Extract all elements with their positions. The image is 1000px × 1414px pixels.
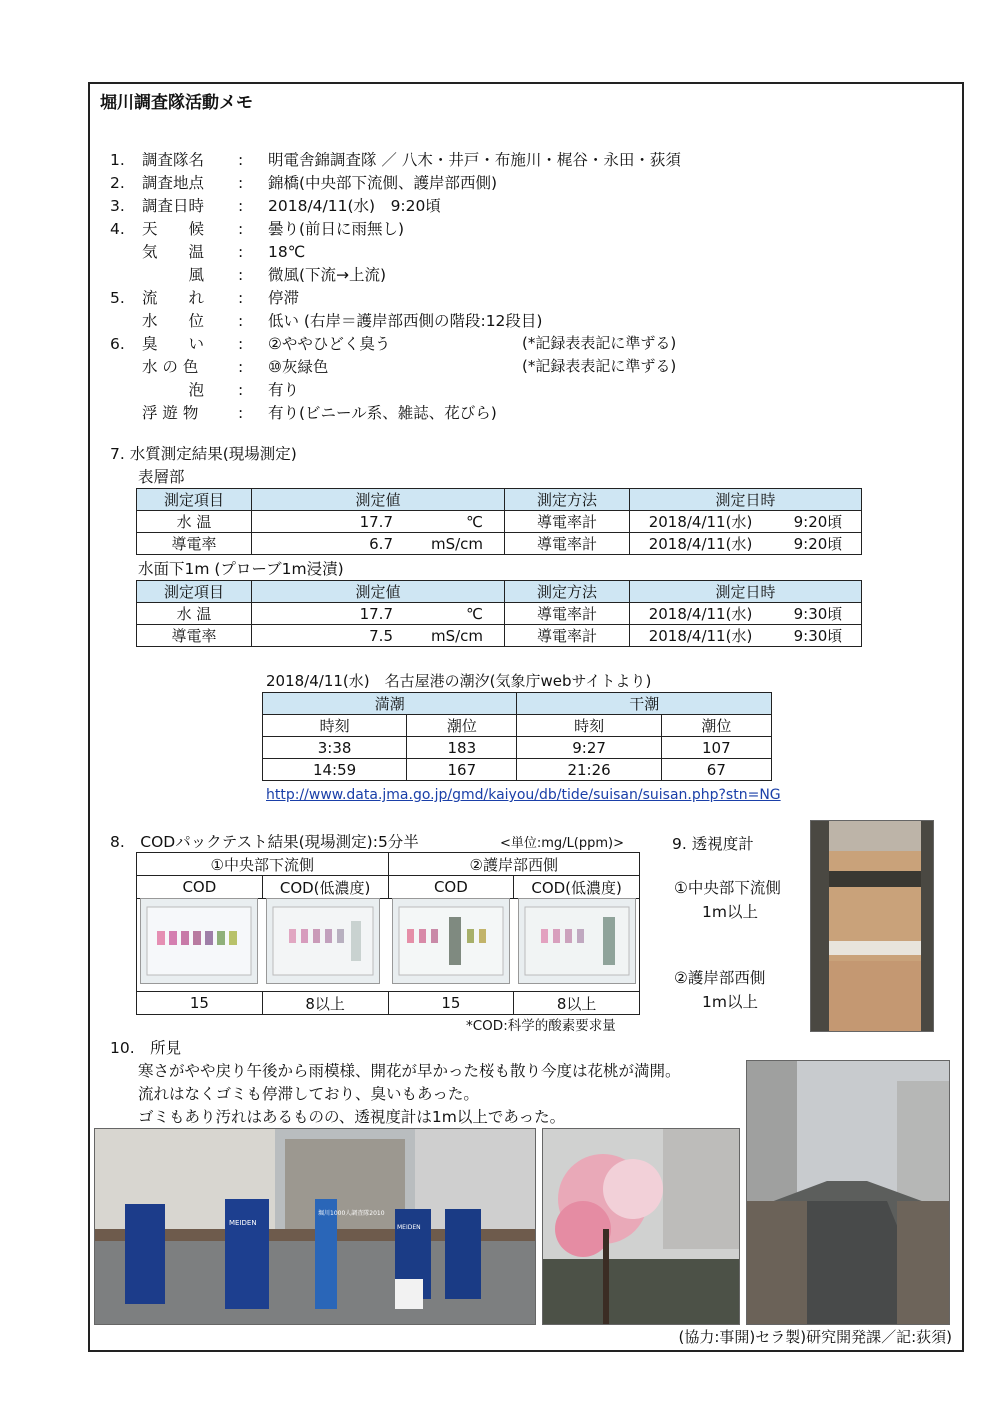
cod-footnote: *COD:科学的酸素要求量: [466, 1018, 616, 1034]
cell-method: 導電率計: [505, 533, 630, 555]
tide-time-header: 時刻: [263, 715, 407, 737]
cell-method: 導電率計: [505, 511, 630, 533]
cell-value: [252, 625, 505, 647]
info-row: [110, 194, 441, 216]
info-label: 気 温: [142, 243, 205, 261]
page-title: 堀川調査隊活動メモ: [100, 93, 253, 113]
cod-site1: ①中央部下流側: [137, 853, 389, 876]
cod-col: COD: [137, 876, 263, 899]
info-label: 泡: [142, 381, 205, 399]
cod-col: COD(低濃度): [262, 876, 388, 899]
time-text: 9:20頃: [793, 535, 843, 553]
cod-test-image: [140, 898, 258, 984]
color-chart-icon: [267, 899, 379, 983]
findings-heading: 10. 所見: [110, 1039, 182, 1057]
cell-date: [630, 625, 862, 647]
transparency-tube-icon: [811, 821, 933, 1031]
info-separator: :: [238, 151, 244, 169]
canal-view-icon: [747, 1061, 949, 1324]
tide-cell: 183: [407, 737, 517, 759]
info-label: 浮 遊 物: [142, 404, 199, 422]
col-value: 測定値: [252, 581, 505, 603]
col-date: 測定日時: [630, 581, 862, 603]
info-separator: :: [238, 220, 244, 238]
info-label: 水 位: [142, 312, 205, 330]
table-row: [137, 511, 862, 533]
info-row: [110, 355, 328, 377]
info-number: 2.: [110, 174, 125, 192]
info-value: 微風(下流→上流): [268, 266, 387, 284]
cell-method: 導電率計: [505, 603, 630, 625]
cell-item: 水 温: [137, 603, 252, 625]
info-note: (*記録表表記に準ずる): [522, 357, 677, 375]
value-unit: mS/cm: [430, 626, 483, 645]
cell-value: [252, 533, 505, 555]
cod-unit: <単位:mg/L(ppm)>: [500, 836, 625, 851]
info-value: ⑩灰緑色: [268, 358, 329, 376]
date-text: 2018/4/11(水): [648, 605, 753, 623]
info-separator: :: [238, 335, 244, 353]
depth-label: 水面下1m (プローブ1m浸漬): [138, 560, 344, 578]
table-row: [137, 533, 862, 555]
transparency-meter-photo: [810, 820, 934, 1032]
info-separator: :: [238, 289, 244, 307]
tide-low-header: 干潮: [517, 693, 772, 715]
col-method: 測定方法: [505, 581, 630, 603]
jacket-logo-text: MEIDEN: [229, 1219, 257, 1227]
cod-low-test-image: [266, 898, 380, 984]
cell-item: 導電率: [137, 533, 252, 555]
value-number: 6.7: [369, 534, 393, 553]
flower-tree-icon: [543, 1129, 739, 1324]
info-label: 風: [142, 266, 205, 284]
info-separator: :: [238, 266, 244, 284]
info-number: 1.: [110, 151, 125, 169]
peach-blossom-photo: [542, 1128, 740, 1325]
info-separator: :: [238, 381, 244, 399]
info-separator: :: [238, 174, 244, 192]
value-number: 17.7: [359, 604, 393, 623]
cell-item: 導電率: [137, 625, 252, 647]
cod-value: 8以上: [262, 992, 388, 1015]
cell-date: [630, 533, 862, 555]
time-text: 9:30頃: [793, 627, 843, 645]
water-heading: 7. 水質測定結果(現場測定): [110, 445, 297, 463]
surface-table: [136, 488, 862, 555]
cod-test-image: [392, 898, 510, 984]
info-value: 曇り(前日に雨無し): [268, 220, 405, 238]
info-separator: :: [238, 243, 244, 261]
info-value: 停滞: [268, 289, 300, 307]
banner-text: 堀川1000人調査隊2010: [318, 1210, 385, 1217]
value-number: 17.7: [359, 512, 393, 531]
transparency-site2: ②護岸部西側: [674, 969, 766, 987]
cod-value: 15: [137, 992, 263, 1015]
col-item: 測定項目: [137, 581, 252, 603]
depth-table: [136, 580, 862, 647]
cell-date: [630, 603, 862, 625]
info-value: 低い (右岸＝護岸部西側の階段:12段目): [268, 312, 543, 330]
info-value: 18℃: [268, 243, 306, 261]
date-text: 2018/4/11(水): [648, 627, 753, 645]
value-unit: mS/cm: [430, 534, 483, 553]
value-unit: ℃: [466, 512, 483, 531]
col-date: 測定日時: [630, 489, 862, 511]
info-number: 5.: [110, 289, 125, 307]
tide-level-header: 潮位: [661, 715, 771, 737]
info-separator: :: [238, 358, 244, 376]
info-value: 2018/4/11(水) 9:20頃: [268, 197, 441, 215]
transparency-val2: 1m以上: [702, 993, 758, 1011]
findings-line: 寒さがやや戻り午後から雨模様、開花が早かった桜も散り今度は花桃が満開。: [138, 1062, 681, 1080]
info-separator: :: [238, 404, 244, 422]
info-note: (*記録表表記に準ずる): [522, 334, 677, 352]
table-row: [263, 759, 772, 781]
info-row: [110, 240, 305, 262]
info-value: 有り: [268, 381, 300, 399]
info-row: [110, 286, 299, 308]
value-number: 7.5: [369, 626, 393, 645]
river-photo: [746, 1060, 950, 1325]
tide-cell: 3:38: [263, 737, 407, 759]
info-row: [110, 171, 497, 193]
cod-value: 8以上: [514, 992, 640, 1015]
findings-line: ゴミもあり汚れはあるものの、透視度計は1m以上であった。: [138, 1108, 566, 1126]
cod-col: COD: [388, 876, 514, 899]
cod-col: COD(低濃度): [514, 876, 640, 899]
tide-cell: 14:59: [263, 759, 407, 781]
cell-item: 水 温: [137, 511, 252, 533]
tide-cell: 9:27: [517, 737, 661, 759]
tide-cell: 67: [661, 759, 771, 781]
cod-low-test-image: [518, 898, 636, 984]
survey-team-photo-icon: [95, 1129, 535, 1324]
color-chart-icon: [141, 899, 257, 983]
info-number: 3.: [110, 197, 125, 215]
color-chart-icon: [519, 899, 635, 983]
cod-heading: 8. CODパックテスト結果(現場測定):5分半: [110, 833, 419, 851]
info-label: 天 候: [142, 220, 205, 238]
info-label: 水 の 色: [142, 358, 199, 376]
table-row: [137, 992, 640, 1015]
date-text: 2018/4/11(水): [648, 535, 753, 553]
info-label: 臭 い: [142, 335, 205, 353]
info-row: [110, 401, 497, 423]
jma-link[interactable]: http://www.data.jma.go.jp/gmd/kaiyou/db/tide/suisan/suisan.php?stn=NG: [266, 787, 781, 803]
cell-value: [252, 511, 505, 533]
info-number: 6.: [110, 335, 125, 353]
surface-label: 表層部: [138, 468, 185, 486]
transparency-val1: 1m以上: [702, 903, 758, 921]
table-row: [137, 625, 862, 647]
time-text: 9:20頃: [793, 513, 843, 531]
team-photo: [94, 1128, 536, 1325]
info-value: 明電舎錦調査隊 ／ 八木・井戸・布施川・梶谷・永田・荻須: [268, 151, 681, 169]
info-label: 流 れ: [142, 289, 205, 307]
tide-cell: 107: [661, 737, 771, 759]
tide-time-header: 時刻: [517, 715, 661, 737]
cell-date: [630, 511, 862, 533]
info-row: [110, 263, 386, 285]
cell-method: 導電率計: [505, 625, 630, 647]
transparency-heading: 9. 透視度計: [672, 835, 754, 853]
info-row: [110, 332, 390, 354]
info-separator: :: [238, 312, 244, 330]
info-label: 調査隊名: [142, 151, 205, 169]
transparency-site1: ①中央部下流側: [674, 879, 781, 897]
tide-level-header: 潮位: [407, 715, 517, 737]
cod-value: 15: [388, 992, 514, 1015]
table-row: [137, 603, 862, 625]
info-separator: :: [238, 197, 244, 215]
time-text: 9:30頃: [793, 605, 843, 623]
info-value: ②ややひどく臭う: [268, 335, 391, 353]
date-text: 2018/4/11(水): [648, 513, 753, 531]
info-number: 4.: [110, 220, 125, 238]
tide-table: [262, 692, 772, 781]
info-row: [110, 148, 681, 170]
info-row: [110, 378, 299, 400]
info-value: 有り(ビニール系、雑誌、花びら): [268, 404, 497, 422]
info-value: 錦橋(中央部下流側、護岸部西側): [268, 174, 498, 192]
color-chart-icon: [393, 899, 509, 983]
jacket-logo-text: MEIDEN: [397, 1224, 421, 1231]
col-item: 測定項目: [137, 489, 252, 511]
tide-cell: 21:26: [517, 759, 661, 781]
tide-cell: 167: [407, 759, 517, 781]
cod-site2: ②護岸部西側: [388, 853, 640, 876]
col-method: 測定方法: [505, 489, 630, 511]
cell-value: [252, 603, 505, 625]
info-row: [110, 217, 404, 239]
table-row: [263, 737, 772, 759]
tide-caption: 2018/4/11(水) 名古屋港の潮汐(気象庁webサイトより): [266, 672, 652, 690]
col-value: 測定値: [252, 489, 505, 511]
findings-line: 流れはなくゴミも停滞しており、臭いもあった。: [138, 1085, 479, 1103]
info-label: 調査日時: [142, 197, 205, 215]
info-label: 調査地点: [142, 174, 205, 192]
footer-credit: (協力:事開)セラ製)研究開発課／記:荻須): [678, 1328, 952, 1346]
info-row: [110, 309, 542, 331]
tide-high-header: 満潮: [263, 693, 517, 715]
value-unit: ℃: [466, 604, 483, 623]
